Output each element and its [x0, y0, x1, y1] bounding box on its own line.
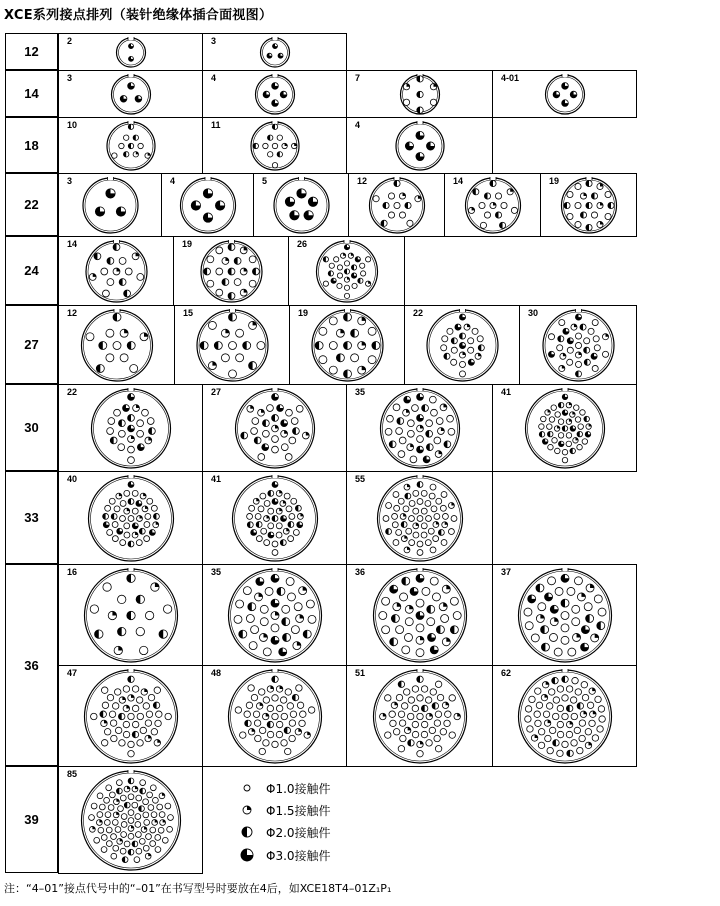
- contact-layout-cell: [444, 173, 541, 237]
- connector-face-diagram: [203, 385, 347, 472]
- connector-face-diagram: [203, 666, 347, 767]
- contact-layout-cell: [540, 173, 637, 237]
- contact-layout-cell: [58, 236, 174, 306]
- legend-item-phi1-0: [240, 780, 331, 796]
- contact-layout-cell: [58, 117, 203, 174]
- layout-code-label: 19: [182, 239, 193, 249]
- layout-code-label: 4: [170, 176, 176, 186]
- connector-face-diagram: [203, 472, 347, 565]
- layout-code-label: 22: [67, 387, 78, 397]
- layout-code-label: 40: [67, 474, 78, 484]
- contact-layout-cell: [202, 117, 347, 174]
- contact-layout-cell: [58, 33, 203, 71]
- connector-face-diagram: [493, 385, 637, 472]
- contact-layout-cell: [58, 384, 203, 472]
- contact-layout-cell: [346, 384, 493, 472]
- contact-layout-cell: [58, 70, 203, 118]
- layout-code-label: 3: [67, 73, 73, 83]
- contact-layout-cell: [492, 384, 637, 472]
- layout-code-label: 37: [501, 567, 512, 577]
- contact-layout-cell: [404, 305, 520, 385]
- contact-layout-cell: [519, 305, 637, 385]
- connector-face-diagram: [59, 385, 203, 472]
- layout-code-label: 35: [355, 387, 366, 397]
- layout-code-label: 12: [67, 308, 78, 318]
- row-size-label: 24: [5, 236, 58, 305]
- layout-code-label: 62: [501, 668, 512, 678]
- contact-layout-cell: [492, 665, 637, 767]
- layout-code-label: 48: [211, 668, 222, 678]
- layout-code-label: 15: [183, 308, 194, 318]
- legend-item-phi3-0: [240, 847, 331, 863]
- footnote: 注：“4–01”接点代号中的“–01”在书写型号时要放在4后，如XCE18T4–01Z₁P₁: [4, 882, 392, 895]
- layout-code-label: 3: [211, 36, 217, 46]
- layout-code-label: 14: [453, 176, 464, 186]
- contact-layout-cell: [202, 384, 347, 472]
- layout-code-label: 3: [67, 176, 73, 186]
- connector-face-diagram: [347, 118, 493, 174]
- connector-face-diagram: [347, 565, 493, 666]
- contact-layout-cell: [346, 564, 493, 666]
- connector-face-diagram: [347, 666, 493, 767]
- contact-layout-cell: [348, 173, 445, 237]
- connector-face-diagram: [493, 565, 637, 666]
- row-size-label: 27: [5, 305, 58, 384]
- legend-label: Φ3.0接触件: [266, 848, 331, 863]
- layout-code-label: 36: [355, 567, 366, 577]
- legend-label: Φ1.5接触件: [266, 803, 331, 818]
- layout-code-label: 19: [549, 176, 560, 186]
- layout-code-label: 19: [298, 308, 309, 318]
- layout-code-label: 27: [211, 387, 222, 397]
- connector-face-diagram: [203, 71, 347, 118]
- row-size-label: 12: [5, 33, 58, 70]
- contact-layout-cell: [492, 564, 637, 666]
- contact-phi2-0-icon: [240, 825, 254, 839]
- layout-code-label: 26: [297, 239, 308, 249]
- connector-face-diagram: [59, 565, 203, 666]
- contact-phi1-5-icon: [240, 803, 254, 817]
- connector-face-diagram: [59, 767, 203, 874]
- layout-code-label: 12: [357, 176, 368, 186]
- row-size-label: 39: [5, 766, 58, 873]
- layout-code-label: 85: [67, 769, 78, 779]
- connector-face-diagram: [59, 34, 203, 71]
- layout-code-label: 22: [413, 308, 424, 318]
- contact-layout-cell: [492, 70, 637, 118]
- layout-code-label: 14: [67, 239, 78, 249]
- contact-phi3-0-icon: [240, 848, 254, 862]
- legend-item-phi2-0: [240, 824, 331, 840]
- connector-face-diagram: [203, 565, 347, 666]
- layout-code-label: 10: [67, 120, 78, 130]
- row-size-label: 36: [5, 564, 58, 766]
- connector-face-diagram: [203, 34, 347, 71]
- contact-layout-cell: [58, 305, 175, 385]
- contact-layout-cell: [202, 665, 347, 767]
- contact-layout-cell: [289, 305, 405, 385]
- contact-layout-cell: [174, 305, 290, 385]
- contact-layout-cell: [58, 173, 162, 237]
- contact-layout-cell: [346, 665, 493, 767]
- layout-code-label: 35: [211, 567, 222, 577]
- contact-phi1-0-icon: [240, 781, 254, 795]
- contact-layout-cell: [202, 70, 347, 118]
- row-size-label: 30: [5, 384, 58, 471]
- layout-code-label: 16: [67, 567, 78, 577]
- contact-layout-cell: [346, 471, 493, 565]
- connector-face-diagram: [59, 174, 162, 237]
- contact-layout-cell: [58, 766, 203, 874]
- connector-face-diagram: [59, 472, 203, 565]
- layout-code-label: 30: [528, 308, 539, 318]
- contact-layout-cell: [58, 665, 203, 767]
- contact-layout-cell: [161, 173, 254, 237]
- contact-layout-cell: [253, 173, 349, 237]
- connector-face-diagram: [347, 71, 493, 118]
- layout-code-label: 4: [355, 120, 361, 130]
- page-title: XCE系列接点排列（装针绝缘体插合面视图）: [4, 8, 273, 23]
- connector-face-diagram: [203, 118, 347, 174]
- connector-face-diagram: [493, 666, 637, 767]
- row-size-label: 14: [5, 70, 58, 117]
- legend-item-phi1-5: [240, 802, 331, 818]
- legend-label: Φ1.0接触件: [266, 781, 331, 796]
- layout-code-label: 47: [67, 668, 78, 678]
- connector-face-diagram: [59, 118, 203, 174]
- row-size-label: 18: [5, 117, 58, 173]
- contact-layout-cell: [346, 117, 493, 174]
- layout-code-label: 7: [355, 73, 361, 83]
- legend-label: Φ2.0接触件: [266, 825, 331, 840]
- contact-layout-cell: [202, 564, 347, 666]
- layout-code-label: 4-01: [501, 73, 520, 83]
- row-size-label: 22: [5, 173, 58, 236]
- contact-layout-cell: [346, 70, 493, 118]
- contact-layout-cell: [58, 471, 203, 565]
- contact-layout-cell: [173, 236, 289, 306]
- layout-code-label: 2: [67, 36, 73, 46]
- connector-face-diagram: [59, 666, 203, 767]
- connector-face-diagram: [59, 71, 203, 118]
- connector-face-diagram: [254, 174, 349, 237]
- row-size-label: 33: [5, 471, 58, 564]
- layout-code-label: 41: [211, 474, 222, 484]
- layout-code-label: 55: [355, 474, 366, 484]
- layout-code-label: 11: [211, 120, 221, 130]
- contact-layout-cell: [288, 236, 405, 306]
- contact-layout-cell: [202, 471, 347, 565]
- connector-face-diagram: [347, 385, 493, 472]
- layout-code-label: 41: [501, 387, 512, 397]
- connector-face-diagram: [347, 472, 493, 565]
- contact-layout-cell: [202, 33, 347, 71]
- connector-face-diagram: [162, 174, 254, 237]
- layout-code-label: 51: [355, 668, 366, 678]
- layout-code-label: 5: [262, 176, 268, 186]
- contact-layout-cell: [58, 564, 203, 666]
- layout-code-label: 4: [211, 73, 217, 83]
